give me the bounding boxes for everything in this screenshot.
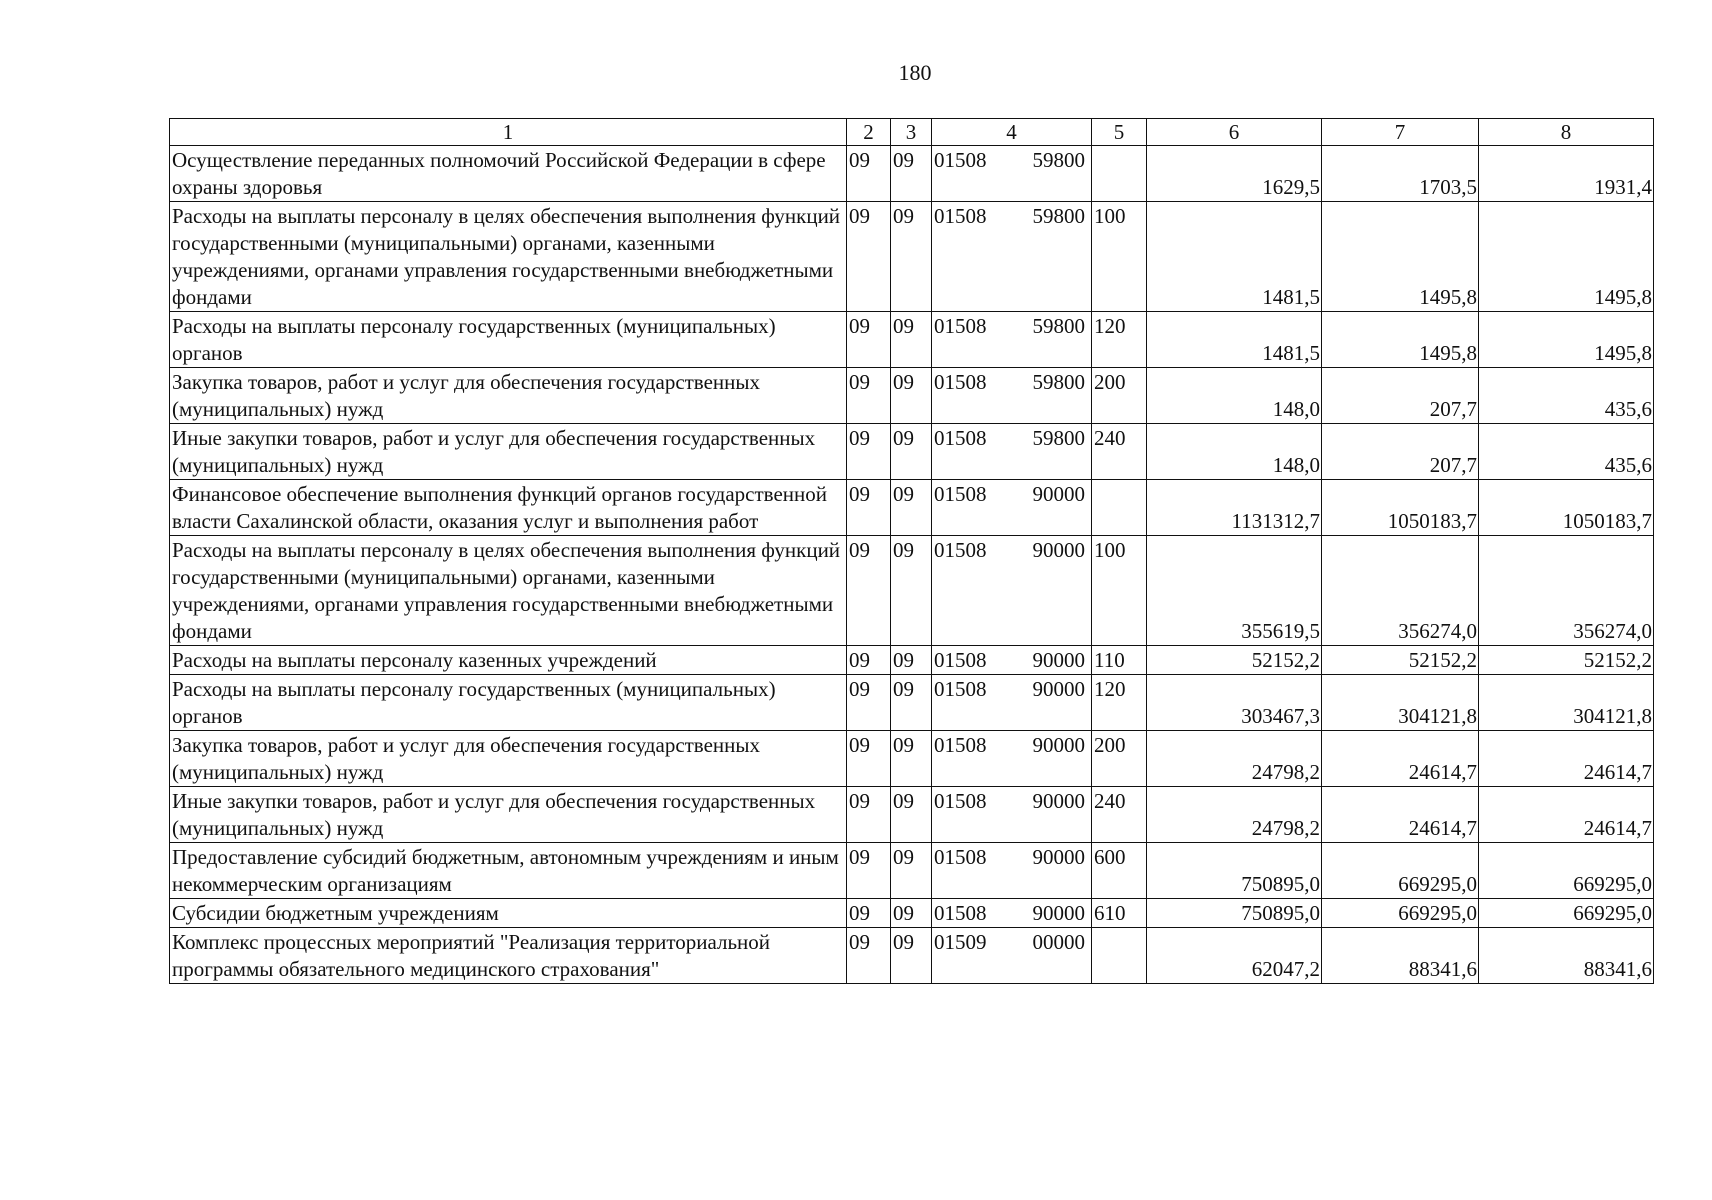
amount-col6: 355619,5 bbox=[1147, 536, 1322, 646]
section-code: 09 bbox=[847, 536, 891, 646]
expense-type-code bbox=[1092, 146, 1147, 202]
target-article-code bbox=[932, 646, 1092, 675]
amount-col8: 24614,7 bbox=[1479, 787, 1654, 843]
section-code: 09 bbox=[847, 843, 891, 899]
subsection-code: 09 bbox=[891, 899, 932, 928]
expense-name: Финансовое обеспечение выполнения функций органов государственной власти Сахалинской области, оказания услуг и выполнения работ bbox=[170, 480, 847, 536]
subsection-code: 09 bbox=[891, 202, 932, 312]
table-row bbox=[170, 312, 1654, 368]
amount-col7: 24614,7 bbox=[1322, 787, 1479, 843]
section-code: 09 bbox=[847, 675, 891, 731]
direction-code: 90000 bbox=[1032, 538, 1085, 562]
subsection-code: 09 bbox=[891, 787, 932, 843]
amount-col6: 750895,0 bbox=[1147, 843, 1322, 899]
amount-col8: 88341,6 bbox=[1479, 928, 1654, 984]
direction-code: 59800 bbox=[1032, 148, 1085, 172]
amount-col7: 1703,5 bbox=[1322, 146, 1479, 202]
amount-col6: 1481,5 bbox=[1147, 312, 1322, 368]
subsection-code: 09 bbox=[891, 424, 932, 480]
target-article-code bbox=[932, 424, 1092, 480]
section-code: 09 bbox=[847, 787, 891, 843]
subsection-code: 09 bbox=[891, 928, 932, 984]
expense-name: Иные закупки товаров, работ и услуг для обеспечения государственных (муниципальных) нужд bbox=[170, 787, 847, 843]
section-code: 09 bbox=[847, 646, 891, 675]
program-code: 01508 bbox=[934, 538, 987, 562]
amount-col6: 24798,2 bbox=[1147, 731, 1322, 787]
expense-name: Расходы на выплаты персоналу государственных (муниципальных) органов bbox=[170, 312, 847, 368]
direction-code: 90000 bbox=[1032, 482, 1085, 506]
amount-col8: 24614,7 bbox=[1479, 731, 1654, 787]
target-article-code bbox=[932, 787, 1092, 843]
column-header: 6 bbox=[1147, 119, 1322, 146]
amount-col8: 1495,8 bbox=[1479, 202, 1654, 312]
table-row bbox=[170, 536, 1654, 646]
amount-col6: 750895,0 bbox=[1147, 899, 1322, 928]
column-header: 2 bbox=[847, 119, 891, 146]
amount-col8: 1050183,7 bbox=[1479, 480, 1654, 536]
expense-type-code bbox=[1092, 480, 1147, 536]
amount-col7: 1495,8 bbox=[1322, 312, 1479, 368]
section-code: 09 bbox=[847, 368, 891, 424]
direction-code: 59800 bbox=[1032, 314, 1085, 338]
column-number-row bbox=[170, 119, 1654, 146]
subsection-code: 09 bbox=[891, 675, 932, 731]
expense-name: Иные закупки товаров, работ и услуг для обеспечения государственных (муниципальных) нужд bbox=[170, 424, 847, 480]
amount-col6: 1629,5 bbox=[1147, 146, 1322, 202]
subsection-code: 09 bbox=[891, 646, 932, 675]
expense-name: Расходы на выплаты персоналу в целях обеспечения выполнения функций государственными (муниципальными) органами, казенными учреждениями, органами управления государственными внебюджетными фондами bbox=[170, 202, 847, 312]
target-article-code bbox=[932, 843, 1092, 899]
section-code: 09 bbox=[847, 899, 891, 928]
amount-col8: 435,6 bbox=[1479, 368, 1654, 424]
section-code: 09 bbox=[847, 480, 891, 536]
amount-col6: 24798,2 bbox=[1147, 787, 1322, 843]
program-code: 01508 bbox=[934, 733, 987, 757]
table-row bbox=[170, 675, 1654, 731]
direction-code: 59800 bbox=[1032, 370, 1085, 394]
section-code: 09 bbox=[847, 424, 891, 480]
amount-col7: 88341,6 bbox=[1322, 928, 1479, 984]
table-row bbox=[170, 899, 1654, 928]
expense-type-code: 240 bbox=[1092, 424, 1147, 480]
direction-code: 90000 bbox=[1032, 677, 1085, 701]
subsection-code: 09 bbox=[891, 843, 932, 899]
direction-code: 59800 bbox=[1032, 426, 1085, 450]
amount-col8: 1495,8 bbox=[1479, 312, 1654, 368]
amount-col8: 52152,2 bbox=[1479, 646, 1654, 675]
program-code: 01508 bbox=[934, 482, 987, 506]
amount-col6: 1481,5 bbox=[1147, 202, 1322, 312]
target-article-code bbox=[932, 146, 1092, 202]
program-code: 01508 bbox=[934, 148, 987, 172]
expense-type-code: 240 bbox=[1092, 787, 1147, 843]
amount-col7: 1050183,7 bbox=[1322, 480, 1479, 536]
expense-type-code: 100 bbox=[1092, 202, 1147, 312]
amount-col7: 52152,2 bbox=[1322, 646, 1479, 675]
amount-col8: 669295,0 bbox=[1479, 899, 1654, 928]
target-article-code bbox=[932, 675, 1092, 731]
program-code: 01508 bbox=[934, 204, 987, 228]
expense-type-code: 120 bbox=[1092, 675, 1147, 731]
column-header: 7 bbox=[1322, 119, 1479, 146]
section-code: 09 bbox=[847, 202, 891, 312]
amount-col6: 62047,2 bbox=[1147, 928, 1322, 984]
table-body bbox=[170, 146, 1654, 984]
target-article-code bbox=[932, 731, 1092, 787]
expense-name: Осуществление переданных полномочий Российской Федерации в сфере охраны здоровья bbox=[170, 146, 847, 202]
table-row bbox=[170, 787, 1654, 843]
expense-name: Субсидии бюджетным учреждениям bbox=[170, 899, 847, 928]
table-row bbox=[170, 731, 1654, 787]
target-article-code bbox=[932, 312, 1092, 368]
amount-col8: 435,6 bbox=[1479, 424, 1654, 480]
budget-table bbox=[169, 118, 1654, 984]
subsection-code: 09 bbox=[891, 536, 932, 646]
table-row bbox=[170, 368, 1654, 424]
program-code: 01508 bbox=[934, 370, 987, 394]
expense-type-code: 120 bbox=[1092, 312, 1147, 368]
section-code: 09 bbox=[847, 312, 891, 368]
column-header: 5 bbox=[1092, 119, 1147, 146]
expense-type-code: 610 bbox=[1092, 899, 1147, 928]
amount-col7: 1495,8 bbox=[1322, 202, 1479, 312]
expense-name: Расходы на выплаты персоналу в целях обеспечения выполнения функций государственными (муниципальными) органами, казенными учреждениями, органами управления государственными внебюджетными фондами bbox=[170, 536, 847, 646]
table-row bbox=[170, 202, 1654, 312]
program-code: 01508 bbox=[934, 789, 987, 813]
subsection-code: 09 bbox=[891, 480, 932, 536]
table-row bbox=[170, 646, 1654, 675]
target-article-code bbox=[932, 202, 1092, 312]
section-code: 09 bbox=[847, 928, 891, 984]
column-header: 1 bbox=[170, 119, 847, 146]
subsection-code: 09 bbox=[891, 312, 932, 368]
target-article-code bbox=[932, 899, 1092, 928]
direction-code: 90000 bbox=[1032, 733, 1085, 757]
table-row bbox=[170, 843, 1654, 899]
subsection-code: 09 bbox=[891, 146, 932, 202]
target-article-code bbox=[932, 536, 1092, 646]
amount-col7: 304121,8 bbox=[1322, 675, 1479, 731]
program-code: 01508 bbox=[934, 648, 987, 672]
amount-col7: 356274,0 bbox=[1322, 536, 1479, 646]
direction-code: 90000 bbox=[1032, 901, 1085, 925]
expense-type-code: 200 bbox=[1092, 368, 1147, 424]
table-row bbox=[170, 424, 1654, 480]
section-code: 09 bbox=[847, 146, 891, 202]
amount-col8: 304121,8 bbox=[1479, 675, 1654, 731]
subsection-code: 09 bbox=[891, 731, 932, 787]
column-header: 3 bbox=[891, 119, 932, 146]
amount-col6: 148,0 bbox=[1147, 368, 1322, 424]
expense-type-code: 200 bbox=[1092, 731, 1147, 787]
amount-col6: 148,0 bbox=[1147, 424, 1322, 480]
expense-name: Закупка товаров, работ и услуг для обеспечения государственных (муниципальных) нужд bbox=[170, 368, 847, 424]
table-row bbox=[170, 480, 1654, 536]
subsection-code: 09 bbox=[891, 368, 932, 424]
expense-type-code bbox=[1092, 928, 1147, 984]
program-code: 01508 bbox=[934, 901, 987, 925]
direction-code: 90000 bbox=[1032, 789, 1085, 813]
program-code: 01508 bbox=[934, 314, 987, 338]
section-code: 09 bbox=[847, 731, 891, 787]
expense-name: Закупка товаров, работ и услуг для обеспечения государственных (муниципальных) нужд bbox=[170, 731, 847, 787]
amount-col7: 207,7 bbox=[1322, 424, 1479, 480]
direction-code: 59800 bbox=[1032, 204, 1085, 228]
direction-code: 00000 bbox=[1032, 930, 1085, 954]
expense-name: Расходы на выплаты персоналу казенных учреждений bbox=[170, 646, 847, 675]
amount-col8: 356274,0 bbox=[1479, 536, 1654, 646]
direction-code: 90000 bbox=[1032, 845, 1085, 869]
target-article-code bbox=[932, 368, 1092, 424]
amount-col7: 669295,0 bbox=[1322, 899, 1479, 928]
program-code: 01509 bbox=[934, 930, 987, 954]
target-article-code bbox=[932, 480, 1092, 536]
expense-name: Комплекс процессных мероприятий "Реализация территориальной программы обязательного медицинского страхования" bbox=[170, 928, 847, 984]
amount-col8: 1931,4 bbox=[1479, 146, 1654, 202]
amount-col8: 669295,0 bbox=[1479, 843, 1654, 899]
page-number: 180 bbox=[898, 60, 932, 85]
target-article-code bbox=[932, 928, 1092, 984]
amount-col6: 303467,3 bbox=[1147, 675, 1322, 731]
expense-name: Расходы на выплаты персоналу государственных (муниципальных) органов bbox=[170, 675, 847, 731]
amount-col7: 207,7 bbox=[1322, 368, 1479, 424]
expense-type-code: 100 bbox=[1092, 536, 1147, 646]
column-header: 8 bbox=[1479, 119, 1654, 146]
table-row bbox=[170, 928, 1654, 984]
amount-col7: 24614,7 bbox=[1322, 731, 1479, 787]
program-code: 01508 bbox=[934, 426, 987, 450]
expense-type-code: 600 bbox=[1092, 843, 1147, 899]
program-code: 01508 bbox=[934, 677, 987, 701]
program-code: 01508 bbox=[934, 845, 987, 869]
table-row bbox=[170, 146, 1654, 202]
expense-type-code: 110 bbox=[1092, 646, 1147, 675]
expense-name: Предоставление субсидий бюджетным, автономным учреждениям и иным некоммерческим организациям bbox=[170, 843, 847, 899]
amount-col6: 1131312,7 bbox=[1147, 480, 1322, 536]
amount-col6: 52152,2 bbox=[1147, 646, 1322, 675]
column-header: 4 bbox=[932, 119, 1092, 146]
direction-code: 90000 bbox=[1032, 648, 1085, 672]
amount-col7: 669295,0 bbox=[1322, 843, 1479, 899]
